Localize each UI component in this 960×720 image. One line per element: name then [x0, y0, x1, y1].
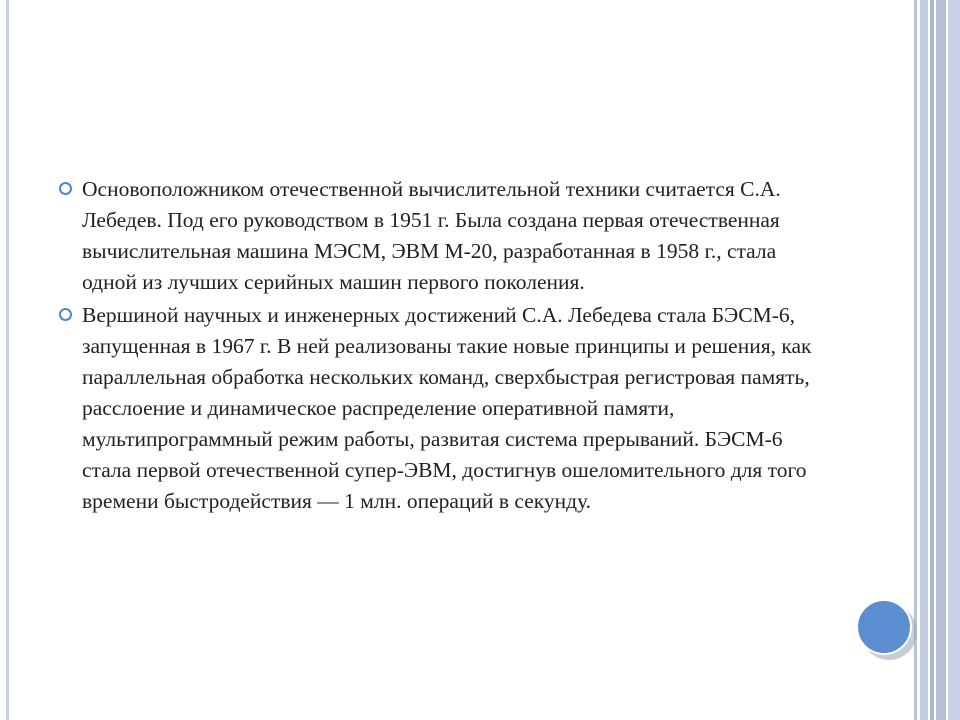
right-decor-stripe — [920, 0, 928, 720]
right-decor-stripe — [930, 0, 934, 720]
bullet-text: Вершиной научных и инженерных достижений С.А. Лебедева стала БЭСМ-6, запущенная в 1967 г. В ней реализованы такие новые принципы и решения, как параллельная обработка нескольких команд, сверхбыстрая регистровая память, расслоение и динамическое распределение оперативной памяти, мультипрограммный режим работы, развитая система прерываний. БЭСМ-6 стала первой отечественной супер-ЭВМ, достигнув ошеломительного для того времени быстродействия — 1 млн. операций в секунду. — [82, 303, 812, 513]
bullet-text: Основоположником отечественной вычислительной техники считается С.А. Лебедев. Под его руководством в 1951 г. Была создана первая отечественная вычислительная машина МЭСМ, ЭВМ М-20, разработанная в 1958 г., стала одной из лучших серийных машин первого поколения. — [82, 177, 781, 294]
right-decor-stripe — [948, 0, 960, 720]
bullet-item — [58, 174, 828, 298]
ring-bullet-icon — [59, 182, 72, 195]
ring-bullet-icon — [59, 308, 72, 321]
left-frame-line — [6, 0, 9, 720]
slide-content — [58, 174, 828, 519]
decor-circle-icon — [856, 599, 912, 655]
right-decor-stripe — [936, 0, 946, 720]
bullet-item — [58, 300, 828, 517]
right-decor-stripe — [914, 0, 917, 720]
